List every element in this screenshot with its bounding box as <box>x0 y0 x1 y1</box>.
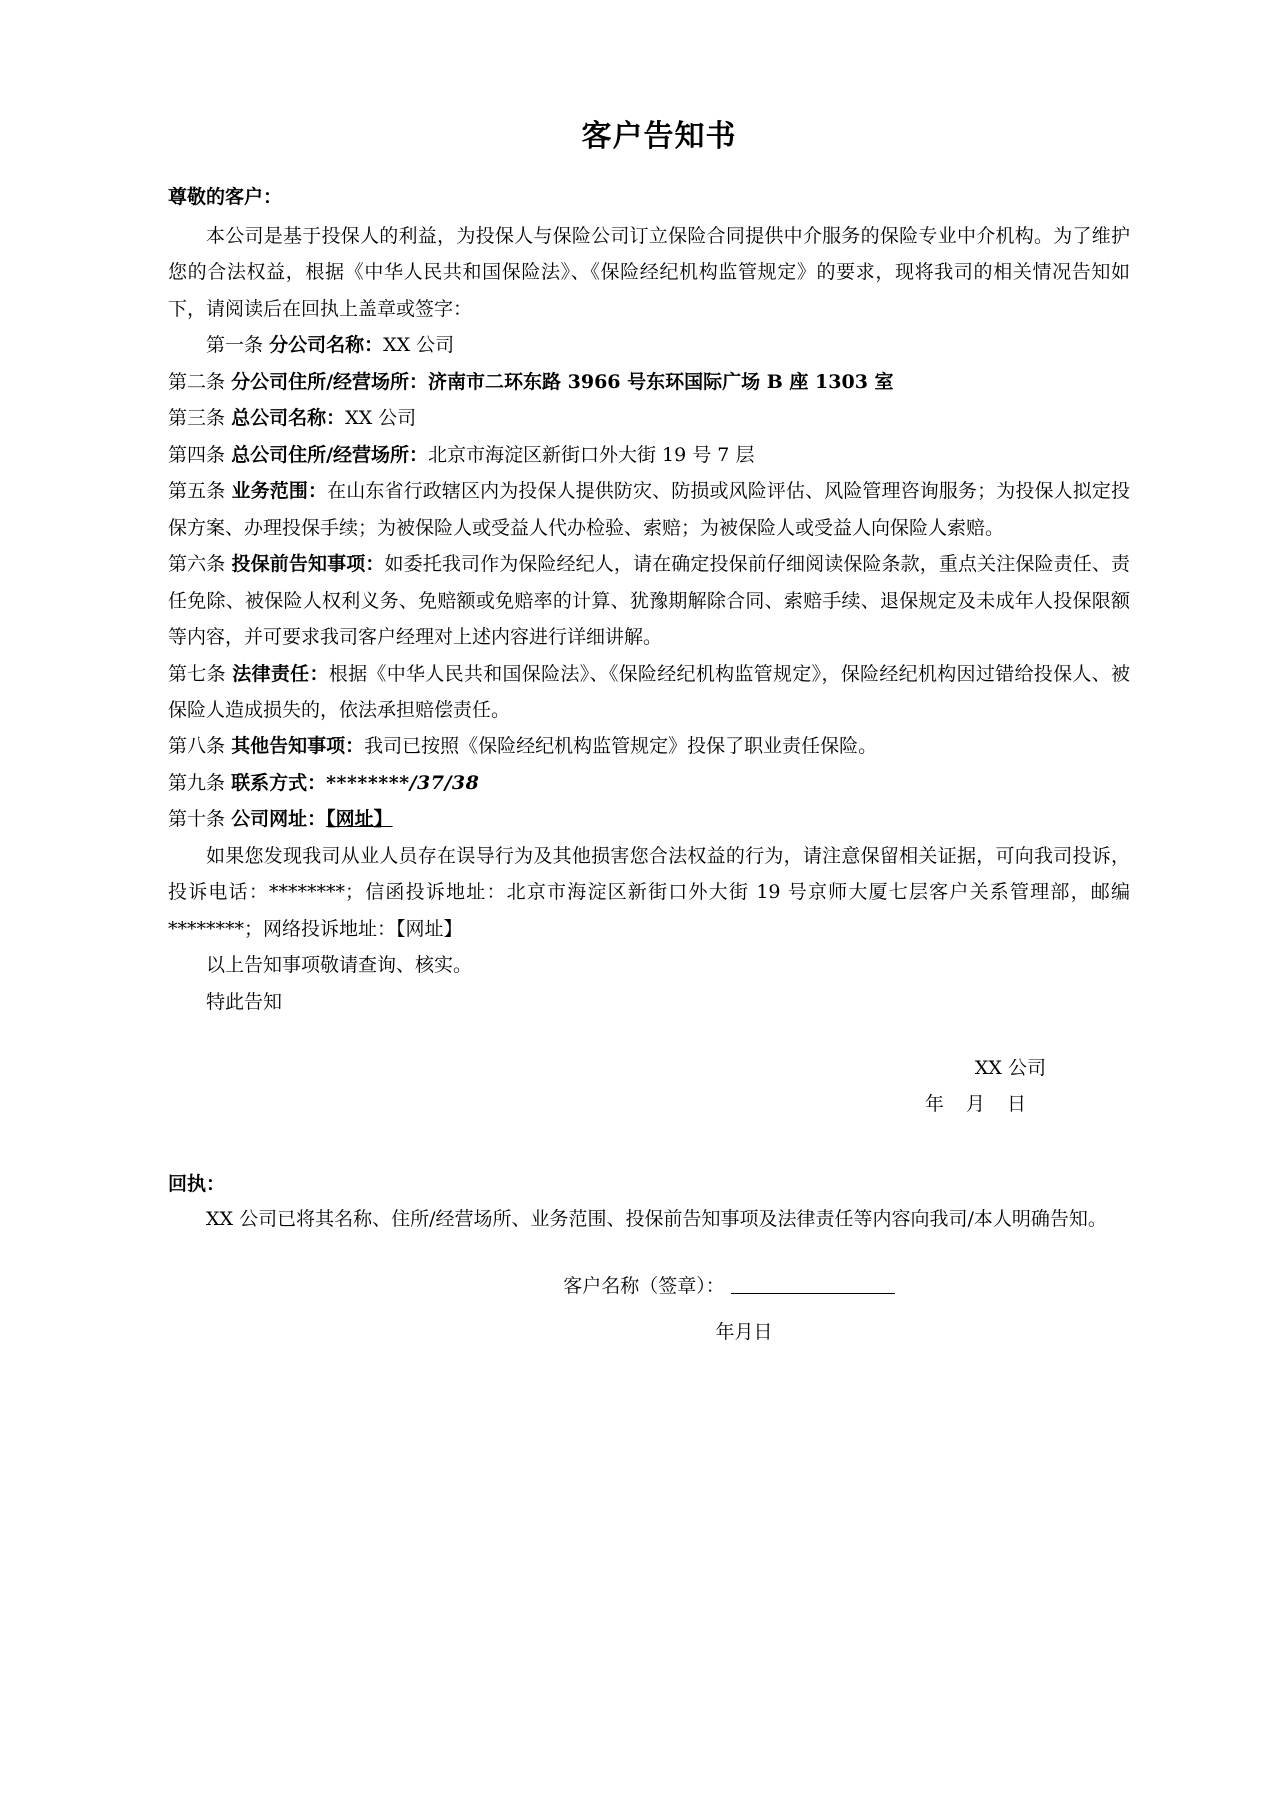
clause-8-heading: 其他告知事项： <box>231 735 365 758</box>
clause-2 <box>168 364 1130 400</box>
page-title: 客户告知书 <box>581 119 737 154</box>
clause-6-heading: 投保前告知事项： <box>231 553 385 576</box>
clause-10-value: 【网址】 <box>326 808 393 831</box>
verify-note: 以上告知事项敬请查询、核实。 <box>206 954 473 977</box>
clause-5-heading: 业务范围： <box>231 480 328 503</box>
clause-4-heading: 总公司住所/经营场所： <box>231 443 429 466</box>
clause-2-value: 济南市二环东路 3966 号东环国际广场 B 座 1303 室 <box>428 370 894 393</box>
receipt-day-label: 日 <box>753 1321 773 1344</box>
client-name-input[interactable] <box>731 1272 895 1294</box>
clause-6-number: 第六条 <box>168 553 226 576</box>
client-signature-row <box>168 1267 1130 1305</box>
hereby-note: 特此告知 <box>206 990 283 1013</box>
clause-3 <box>168 400 1130 436</box>
clause-1-number: 第一条 <box>206 334 264 357</box>
clause-list <box>168 327 1130 838</box>
clause-1-heading: 分公司名称： <box>269 334 384 357</box>
clause-9-heading: 联系方式： <box>231 771 327 794</box>
clause-7-number: 第七条 <box>168 662 226 685</box>
clause-3-value: XX 公司 <box>345 407 417 430</box>
complaint-paragraph: 如果您发现我司从业人员存在误导行为及其他损害您合法权益的行为，请注意保留相关证据，可向我司投诉，投诉电话：********；信函投诉地址：北京市海淀区新街口外大街 19 号京师大厦七层客户关系管理部，邮编 ********；网络投诉地址：【网址】 <box>168 844 1130 940</box>
clause-5-value: 在山东省行政辖区内为投保人提供防灾、防损或风险评估、风险管理咨询服务；为投保人拟定投保方案、办理投保手续；为被保险人或受益人代办检验、索赔；为被保险人或受益人向保险人索赔。 <box>168 480 1130 539</box>
clause-7-heading: 法律责任： <box>232 662 329 685</box>
clause-7-value: 根据《中华人民共和国保险法》、《保险经纪机构监管规定》，保险经纪机构因过错给投保人、被保险人造成损失的，依法承担赔偿责任。 <box>168 662 1130 721</box>
clause-5-number: 第五条 <box>168 480 226 503</box>
clause-8-number: 第八条 <box>168 735 226 758</box>
clause-9-value: ********/37/38 <box>326 771 480 794</box>
clause-4 <box>168 437 1130 473</box>
clause-6 <box>168 546 1130 655</box>
intro-paragraph: 本公司是基于投保人的利益，为投保人与保险公司订立保险合同提供中介服务的保险专业中介机构。为了维护您的合法权益，根据《中华人民共和国保险法》、《保险经纪机构监管规定》的要求，现将我司的相关情况告知如下，请阅读后在回执上盖章或签字： <box>168 224 1130 320</box>
salutation: 尊敬的客户： <box>168 185 283 208</box>
receipt-title: 回执： <box>168 1173 226 1196</box>
clause-2-number: 第二条 <box>168 370 226 393</box>
clause-10 <box>168 801 1130 837</box>
signature-date: 年 月 日 <box>924 1093 1034 1116</box>
receipt-date-row <box>168 1317 1130 1344</box>
clause-10-number: 第十条 <box>168 808 226 831</box>
receipt-month-label: 月 <box>734 1321 754 1344</box>
clause-3-number: 第三条 <box>168 407 226 430</box>
clause-6-value: 如委托我司作为保险经纪人，请在确定投保前仔细阅读保险条款，重点关注保险责任、责任免除、被保险人权利义务、免赔额或免赔率的计算、犹豫期解除合同、索赔手续、退保规定及未成年人投保限额等内容，并可要求我司客户经理对上述内容进行详细讲解。 <box>168 553 1130 649</box>
clause-5 <box>168 473 1130 546</box>
clause-1 <box>168 327 1130 363</box>
clause-4-value: 北京市海淀区新街口外大街 19 号 7 层 <box>428 443 755 466</box>
clause-8-value: 我司已按照《保险经纪机构监管规定》投保了职业责任保险。 <box>364 735 878 758</box>
clause-10-heading: 公司网址： <box>231 808 327 831</box>
clause-3-heading: 总公司名称： <box>231 407 346 430</box>
receipt-year-label: 年 <box>715 1321 735 1344</box>
clause-9-number: 第九条 <box>168 771 226 794</box>
clause-2-heading: 分公司住所/经营场所： <box>231 370 429 393</box>
clause-8 <box>168 728 1130 764</box>
clause-9 <box>168 765 1130 801</box>
clause-4-number: 第四条 <box>168 443 226 466</box>
client-name-label: 客户名称（签章）： <box>563 1275 725 1298</box>
signature-company: XX 公司 <box>974 1057 1046 1080</box>
receipt-body: XX 公司已将其名称、住所/经营场所、业务范围、投保前告知事项及法律责任等内容向我司/本人明确告知。 <box>206 1207 1107 1230</box>
clause-1-value: XX 公司 <box>383 334 455 357</box>
clause-7 <box>168 656 1130 729</box>
